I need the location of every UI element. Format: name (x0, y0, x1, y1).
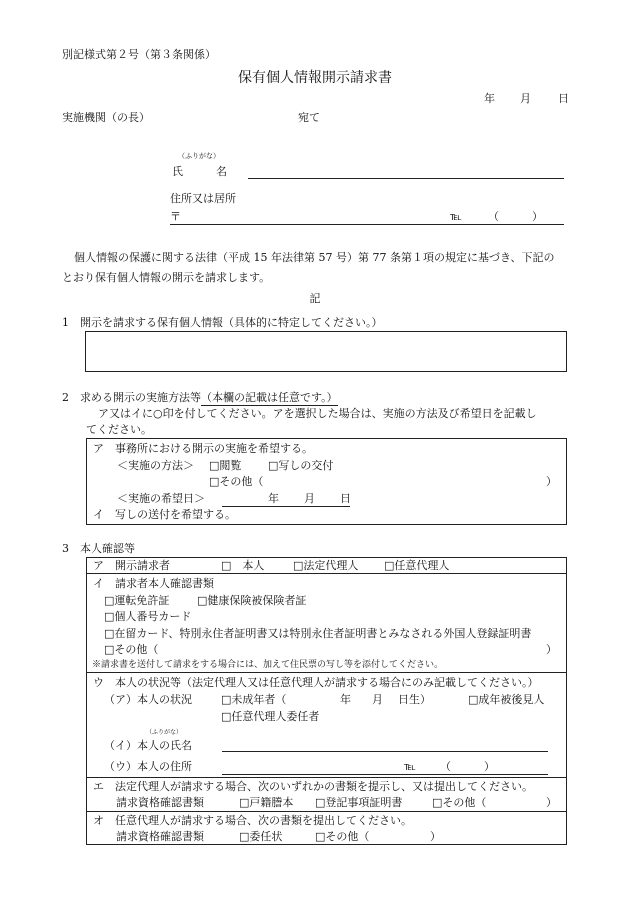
principal-adult-ward-checkbox[interactable]: □成年被後見人 (468, 693, 545, 706)
tel-field[interactable]: （ ） (488, 210, 543, 223)
tel-label: ℡ (450, 210, 462, 223)
id-docs-note: ※請求書を送付して請求をする場合には、加えて住民票の写し等を添付してください。 (92, 660, 444, 670)
legal-agent-docs-label: エ 法定代理人が請求する場合、次のいずれかの書類を提示し、又は提出してください。 (93, 780, 533, 793)
principal-furigana-label: （ふりがな） (146, 729, 183, 736)
legal-koseki-checkbox[interactable]: □戸籍謄本 (239, 796, 294, 809)
method-view-checkbox[interactable]: □閲覧 (209, 459, 242, 472)
intro-line1: 個人情報の保護に関する法律（平成 15 年法律第 57 号）第 77 条第１項の規定に基づき、下記の (74, 251, 555, 264)
furigana-label: （ふりがな） (178, 152, 220, 160)
section2-instruction2: てください。 (86, 423, 152, 436)
method-label: ＜実施の方法＞ (117, 459, 194, 472)
id-insurance-checkbox[interactable]: □健康保険被保険者証 (197, 594, 307, 607)
principal-birth-day: 日生） (398, 693, 431, 706)
method-other-close: ） (546, 475, 557, 488)
section1-input-box[interactable] (85, 331, 567, 372)
requester-self-checkbox[interactable]: □ 本人 (221, 559, 265, 572)
address-field-line[interactable] (170, 224, 564, 225)
section2-option-a[interactable]: ア 事務所における開示の実施を希望する。 (93, 442, 313, 455)
addressee-suffix: 宛て (298, 111, 320, 124)
section2-title-text: 2 求める開示の実施方法等 (62, 391, 201, 404)
principal-address-line[interactable] (222, 774, 548, 775)
principal-tel-label: ℡ (404, 760, 416, 773)
address-label: 住所又は居所 (170, 192, 236, 205)
principal-delegator-checkbox[interactable]: □任意代理人委任者 (221, 710, 320, 723)
section2-title-note: （本欄の記載は任意です。） (201, 391, 338, 404)
name-label: 氏 名 (172, 165, 227, 178)
preferred-date-year: 年 (268, 492, 279, 505)
principal-tel-field[interactable]: （ ） (440, 760, 495, 773)
principal-address-label: （ウ）本人の住所 (104, 760, 192, 773)
page-title: 保有個人情報開示請求書 (238, 70, 392, 86)
method-copy-checkbox[interactable]: □写しの交付 (268, 459, 334, 472)
legal-registry-checkbox[interactable]: □登記事項証明書 (315, 796, 403, 809)
principal-status-label: ウ 本人の状況等（法定代理人又は任意代理人が請求する場合にのみ記載してください。） (93, 676, 539, 689)
legal-agent-qualification-label: 請求資格確認書類 (116, 796, 204, 809)
requester-type-label: ア 開示請求者 (93, 559, 170, 572)
voluntary-agent-qualification-label: 請求資格確認書類 (116, 830, 204, 843)
voluntary-other-checkbox[interactable]: □その他（ (315, 830, 370, 843)
principal-minor-checkbox[interactable]: □未成年者（ (221, 693, 287, 706)
requester-legal-checkbox[interactable]: □法定代理人 (293, 559, 359, 572)
id-license-checkbox[interactable]: □運転免許証 (104, 594, 170, 607)
voluntary-agent-docs-label: オ 任意代理人が請求する場合、次の書類を提出してください。 (93, 814, 412, 827)
form-number: 別記様式第２号（第３条関係） (62, 48, 216, 61)
id-other-close: ） (546, 643, 557, 656)
id-other-checkbox[interactable]: □その他（ (104, 643, 159, 656)
section2-title (62, 392, 338, 403)
method-other-checkbox[interactable]: □その他（ (209, 475, 264, 488)
date-month-label: 月 (520, 92, 531, 105)
voluntary-other-close: ） (430, 830, 441, 843)
section3-divider-i (86, 672, 567, 673)
principal-situation-label: （ア）本人の状況 (104, 693, 192, 706)
legal-other-checkbox[interactable]: □その他（ (432, 796, 487, 809)
section2-instruction1: ア又はイに○印を付してください。アを選択した場合は、実施の方法及び希望日を記載し (98, 407, 537, 420)
preferred-date-label: ＜実施の希望日＞ (117, 492, 205, 505)
name-field-line[interactable] (248, 178, 564, 179)
date-year-label: 年 (484, 92, 495, 105)
section3-divider-e (86, 811, 567, 812)
addressee-label: 実施機関（の長） (62, 111, 150, 124)
id-docs-label: イ 請求者本人確認書類 (93, 577, 214, 590)
id-residence-checkbox[interactable]: □在留カード、特別永住者証明書又は特別永住者証明書とみなされる外国人登録証明書 (104, 627, 532, 640)
section2-option-i[interactable]: イ 写しの送付を希望する。 (93, 508, 236, 521)
legal-other-close: ） (546, 796, 557, 809)
preferred-date-line[interactable] (222, 506, 350, 507)
section3-divider-u (86, 777, 567, 778)
voluntary-mandate-checkbox[interactable]: □委任状 (239, 830, 283, 843)
principal-name-label: （イ）本人の氏名 (104, 739, 192, 752)
preferred-date-month: 月 (304, 492, 315, 505)
ki-label: 記 (309, 292, 321, 305)
section3-title: 3 本人確認等 (62, 542, 135, 555)
id-mynumber-checkbox[interactable]: □個人番号カード (104, 610, 192, 623)
postal-mark: 〒 (170, 210, 181, 223)
preferred-date-day: 日 (340, 492, 351, 505)
requester-voluntary-checkbox[interactable]: □任意代理人 (384, 559, 450, 572)
principal-birth-year: 年 (340, 693, 351, 706)
intro-line2: とおり保有個人情報の開示を請求します。 (62, 271, 271, 284)
section3-divider-a (86, 573, 567, 574)
principal-birth-month: 月 (372, 693, 383, 706)
principal-name-line[interactable] (222, 751, 548, 752)
section1-title: 1 開示を請求する保有個人情報（具体的に特定してください。） (62, 316, 383, 329)
date-day-label: 日 (558, 92, 569, 105)
